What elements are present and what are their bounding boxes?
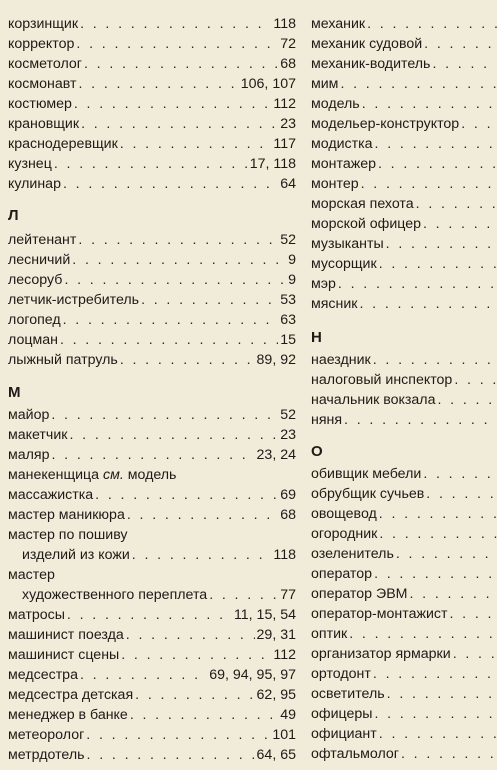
index-entry: [311, 604, 497, 624]
entry-term: оператор-монтажист: [311, 606, 448, 622]
entry-pages: 49: [280, 707, 296, 723]
index-entry: [311, 274, 497, 294]
leader-dots: [416, 194, 497, 214]
index-entry: [8, 645, 296, 665]
index-entry: [311, 464, 497, 484]
entry-term: менеджер в банке: [8, 707, 128, 723]
leader-dots: [423, 464, 497, 484]
entry-pages: 15: [280, 332, 296, 348]
leader-dots: [379, 254, 497, 274]
index-entry: [8, 134, 296, 154]
index-entry: [311, 704, 497, 724]
entry-term: морской офицер: [311, 216, 421, 232]
leader-dots: [423, 214, 497, 234]
leader-dots: [81, 114, 278, 134]
entry-pages: 118: [273, 547, 296, 563]
entry-term: косметолог: [8, 56, 82, 72]
index-entry: [311, 34, 497, 54]
section-letter: Н: [311, 329, 322, 346]
entry-term: макетчик: [8, 427, 68, 443]
leader-dots: [424, 34, 497, 54]
leader-dots: [379, 524, 497, 544]
index-entry: [8, 525, 296, 545]
leader-dots: [74, 94, 272, 114]
entry-term: огородник: [311, 526, 378, 542]
leader-dots: [432, 54, 497, 74]
entry-pages: 29, 31: [256, 627, 296, 643]
entry-term: ортодонт: [311, 666, 371, 682]
leader-dots: [52, 445, 255, 465]
index-entry: [311, 544, 497, 564]
leader-dots: [362, 94, 497, 114]
entry-pages: 23, 24: [256, 447, 296, 463]
index-entry: [8, 745, 296, 765]
entry-pages: 72: [280, 36, 296, 52]
entry-term: обрубщик сучьев: [311, 486, 425, 502]
entry-term: налоговый инспектор: [311, 372, 453, 388]
entry-pages: 17, 118: [249, 156, 296, 172]
leader-dots: [349, 624, 497, 644]
index-entry: [311, 644, 497, 664]
leader-dots: [344, 410, 497, 430]
entry-term: офицеры: [311, 706, 373, 722]
entry-term: оператор ЭВМ: [311, 586, 408, 602]
leader-dots: [120, 134, 272, 154]
leader-dots: [340, 74, 497, 94]
entry-term: осветитель: [311, 686, 385, 702]
leader-dots: [141, 290, 278, 310]
entry-term: лесоруб: [8, 272, 63, 288]
entry-pages: 118: [273, 16, 296, 32]
entry-term: мастер: [8, 567, 55, 583]
leader-dots: [373, 664, 497, 684]
entry-term: массажистка: [8, 487, 94, 503]
leader-dots: [450, 604, 497, 624]
entry-term: мясник: [311, 296, 358, 312]
leader-dots: [375, 134, 497, 154]
section-letter: Л: [8, 207, 19, 224]
entry-term: логопед: [8, 312, 61, 328]
entry-pages: 117: [273, 136, 296, 152]
section-letter: М: [8, 384, 21, 401]
leader-dots: [367, 14, 497, 34]
entry-term: кулинар: [8, 176, 61, 192]
entry-term: модистка: [311, 136, 373, 152]
entry-pages: 23: [280, 116, 296, 132]
leader-dots: [401, 744, 497, 764]
index-entry: [8, 154, 296, 174]
entry-term: мусорщик: [311, 256, 377, 272]
leader-dots: [426, 484, 497, 504]
reference-target: модель: [127, 467, 177, 483]
entry-pages: 52: [280, 232, 296, 248]
entry-term: манекенщица: [8, 467, 100, 483]
entry-term: монтер: [311, 176, 359, 192]
leader-dots: [86, 725, 270, 745]
index-entry: [311, 350, 497, 370]
index-entry: [8, 74, 296, 94]
index-entry: [311, 134, 497, 154]
leader-dots: [209, 585, 278, 605]
index-entry: [8, 425, 296, 445]
entry-pages: 101: [272, 727, 296, 743]
index-entry: [311, 234, 497, 254]
leader-dots: [453, 644, 497, 664]
leader-dots: [60, 330, 278, 350]
index-entry: [311, 154, 497, 174]
entry-term: овощевод: [311, 506, 377, 522]
index-entry: [311, 254, 497, 274]
entry-term: краснодеревщик: [8, 136, 118, 152]
leader-dots: [374, 704, 497, 724]
index-entry: [8, 685, 296, 705]
index-entry: [311, 724, 497, 744]
index-entry: [311, 684, 497, 704]
index-entry: [8, 405, 296, 425]
index-entry-continuation: [8, 585, 296, 605]
index-entry: [8, 174, 296, 194]
entry-pages: 53: [280, 292, 296, 308]
index-entry: [8, 625, 296, 645]
section-letter: О: [311, 443, 323, 460]
entry-term: оптик: [311, 626, 348, 642]
entry-term: костюмер: [8, 96, 72, 112]
entry-term: мэр: [311, 276, 336, 292]
entry-term: официант: [311, 726, 377, 742]
entry-term: медсестра детская: [8, 687, 134, 703]
leader-dots: [64, 270, 286, 290]
entry-term: наездник: [311, 352, 371, 368]
leader-dots: [76, 34, 278, 54]
entry-pages: 69: [280, 487, 296, 503]
entry-pages: 106, 107: [240, 76, 296, 92]
index-entry: [311, 74, 497, 94]
index-entry: [311, 294, 497, 314]
entry-term: мим: [311, 76, 339, 92]
leader-dots: [67, 605, 232, 625]
leader-dots: [338, 274, 497, 294]
entry-term: кузнец: [8, 156, 52, 172]
leader-dots: [461, 114, 497, 134]
entry-term: механик: [311, 16, 366, 32]
index-entry: [8, 290, 296, 310]
entry-term: корректор: [8, 36, 75, 52]
leader-dots: [132, 545, 272, 565]
entry-term: машинист поезда: [8, 627, 124, 643]
index-entry: [311, 664, 497, 684]
leader-dots: [130, 705, 278, 725]
index-entry: [311, 370, 497, 390]
leader-dots: [95, 485, 278, 505]
index-entry: [8, 565, 296, 585]
entry-pages: 64, 65: [256, 747, 296, 763]
index-entry: [311, 524, 497, 544]
entry-term: оператор: [311, 566, 373, 582]
entry-term: мастер маникюра: [8, 507, 125, 523]
leader-dots: [361, 174, 497, 194]
index-entry: [8, 485, 296, 505]
leader-dots: [378, 154, 497, 174]
entry-pages: 9: [288, 252, 296, 268]
index-entry: [8, 54, 296, 74]
index-entry: [311, 410, 497, 430]
entry-term: лоцман: [8, 332, 58, 348]
entry-term: машинист сцены: [8, 647, 120, 663]
entry-term: летчик-истребитель: [8, 292, 140, 308]
index-entry: [8, 310, 296, 330]
entry-term: мастер по пошиву: [8, 527, 128, 543]
leader-dots: [409, 584, 497, 604]
leader-dots: [374, 564, 497, 584]
entry-term: лыжный патруль: [8, 352, 118, 368]
index-entry: [311, 744, 497, 764]
index-entry: [311, 194, 497, 214]
entry-pages: 11, 15, 54: [233, 607, 296, 623]
leader-dots: [54, 154, 248, 174]
leader-dots: [379, 504, 497, 524]
leader-dots: [78, 230, 278, 250]
entry-pages: 77: [280, 587, 296, 603]
leader-dots: [379, 724, 497, 744]
see-reference: см.: [103, 467, 124, 483]
entry-term: модель: [311, 96, 360, 112]
index-entry: [311, 584, 497, 604]
entry-term: медсестра: [8, 667, 78, 683]
index-entry: [311, 14, 497, 34]
entry-term: механик судовой: [311, 36, 423, 52]
entry-pages: 112: [273, 647, 296, 663]
index-entry: [311, 624, 497, 644]
index-entry: [311, 564, 497, 584]
entry-term: матросы: [8, 607, 65, 623]
entry-pages: 69, 94, 95, 97: [209, 667, 296, 683]
entry-pages: 62, 95: [256, 687, 296, 703]
entry-pages: 64: [280, 176, 296, 192]
leader-dots: [63, 174, 278, 194]
index-entry: [8, 705, 296, 725]
index-entry: [8, 14, 296, 34]
leader-dots: [360, 294, 497, 314]
entry-term: лесничий: [8, 252, 71, 268]
index-entry: [8, 94, 296, 114]
index-entry: [8, 725, 296, 745]
entry-pages: 68: [280, 507, 296, 523]
leader-dots: [72, 250, 286, 270]
entry-term: модельер-конструктор: [311, 116, 460, 132]
index-entry: [311, 114, 497, 134]
leader-dots: [454, 370, 497, 390]
entry-term: няня: [311, 412, 343, 428]
entry-term: маляр: [8, 447, 50, 463]
leader-dots: [135, 685, 254, 705]
index-entry: [8, 114, 296, 134]
leader-dots: [78, 74, 238, 94]
index-entry: [311, 94, 497, 114]
leader-dots: [386, 234, 497, 254]
leader-dots: [127, 505, 278, 525]
entry-term: космонавт: [8, 76, 77, 92]
entry-term: крановщик: [8, 116, 80, 132]
index-entry: [8, 445, 296, 465]
leader-dots: [63, 310, 279, 330]
entry-pages: 63: [280, 312, 296, 328]
index-entry-continuation: [8, 545, 296, 565]
entry-term: обивщик мебели: [311, 466, 422, 482]
entry-term: офтальмолог: [311, 746, 399, 762]
entry-pages: 89, 92: [256, 352, 296, 368]
entry-term: корзинщик: [8, 16, 79, 32]
entry-term: музыканты: [311, 236, 384, 252]
leader-dots: [80, 14, 271, 34]
leader-dots: [87, 745, 255, 765]
index-entry: [8, 505, 296, 525]
index-entry: [311, 484, 497, 504]
index-entry: [8, 270, 296, 290]
leader-dots: [437, 390, 497, 410]
entry-term: монтажер: [311, 156, 376, 172]
index-entry: [311, 504, 497, 524]
index-entry: [8, 230, 296, 250]
index-entry: [8, 605, 296, 625]
index-entry: [8, 34, 296, 54]
index-entry: [311, 214, 497, 234]
index-entry: [8, 350, 296, 370]
entry-term: механик-водитель: [311, 56, 431, 72]
index-entry: [311, 174, 497, 194]
leader-dots: [84, 54, 278, 74]
index-entry-crossref: [8, 465, 296, 485]
entry-term: майор: [8, 407, 50, 423]
index-entry: [311, 390, 497, 410]
entry-term: начальник вокзала: [311, 392, 436, 408]
entry-pages: 112: [273, 96, 296, 112]
leader-dots: [69, 425, 278, 445]
entry-pages: 9: [288, 272, 296, 288]
leader-dots: [51, 405, 278, 425]
leader-dots: [80, 665, 207, 685]
entry-term: озеленитель: [311, 546, 394, 562]
leader-dots: [373, 350, 497, 370]
index-entry: [8, 665, 296, 685]
entry-pages: 68: [280, 56, 296, 72]
entry-term: метеоролог: [8, 727, 85, 743]
entry-term: организатор ярмарки: [311, 646, 451, 662]
index-entry: [311, 54, 497, 74]
entry-pages: 23: [280, 427, 296, 443]
entry-term: морская пехота: [311, 196, 414, 212]
entry-term: художественного переплета: [22, 587, 208, 603]
leader-dots: [120, 350, 255, 370]
entry-pages: 52: [280, 407, 296, 423]
entry-term: метрдотель: [8, 747, 85, 763]
leader-dots: [126, 625, 255, 645]
index-entry: [8, 330, 296, 350]
entry-term: лейтенант: [8, 232, 77, 248]
leader-dots: [121, 645, 271, 665]
leader-dots: [387, 684, 497, 704]
entry-term: изделий из кожи: [22, 547, 130, 563]
index-entry: [8, 250, 296, 270]
leader-dots: [396, 544, 497, 564]
